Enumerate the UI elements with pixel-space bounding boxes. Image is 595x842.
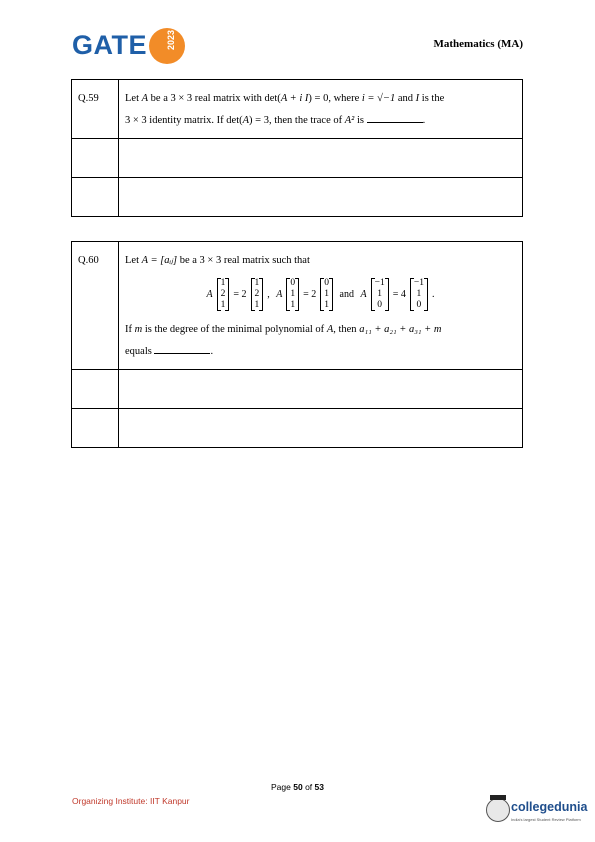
question-60-table bbox=[71, 241, 523, 448]
empty-cell bbox=[72, 139, 119, 178]
vector: −1 1 0 bbox=[371, 278, 389, 311]
question-text: Let A = [aᵢⱼ] be a 3 × 3 real matrix such that A 1 2 1 = 2 1 2 1 , A 0 1 1 = 2 0 1 1 and A −1 1 0 = 4 −1 1 0 . If m is the degree of the minimal polynomial of A, then a₁₁ + a₂₁ + a₃₁ + m equals . bbox=[119, 242, 523, 370]
brand-name: collegedunia bbox=[511, 800, 588, 814]
answer-blank bbox=[367, 112, 423, 123]
vector: −1 1 0 bbox=[410, 278, 428, 311]
empty-cell bbox=[119, 370, 523, 409]
eigen-equations: A 1 2 1 = 2 1 2 1 , A 0 1 1 = 2 0 1 1 and A −1 1 0 = 4 −1 1 0 . bbox=[206, 278, 435, 310]
question-text: Let A be a 3 × 3 real matrix with det(A + i I) = 0, where i = √−1 and I is the 3 × 3 identity matrix. If det(A) = 3, then the trace of A² is . bbox=[119, 80, 523, 139]
empty-cell bbox=[119, 409, 523, 448]
question-59-table bbox=[71, 79, 523, 217]
gate-logo bbox=[72, 28, 182, 68]
vector: 1 2 1 bbox=[251, 278, 264, 311]
empty-cell bbox=[72, 409, 119, 448]
question-number: Q.60 bbox=[72, 242, 119, 370]
page-number: Page 50 of 53 bbox=[271, 782, 324, 792]
empty-cell bbox=[119, 139, 523, 178]
collegedunia-logo bbox=[486, 796, 586, 830]
brand-tagline: India's largest Student Review Platform bbox=[511, 817, 581, 822]
question-number: Q.59 bbox=[72, 80, 119, 139]
organizing-institute: Organizing Institute: IIT Kanpur bbox=[72, 796, 190, 806]
vector: 0 1 1 bbox=[320, 278, 333, 311]
subject-title: Mathematics (MA) bbox=[433, 38, 523, 50]
empty-cell bbox=[72, 370, 119, 409]
graduate-icon bbox=[486, 798, 510, 822]
empty-cell bbox=[119, 178, 523, 217]
vector: 1 2 1 bbox=[217, 278, 230, 311]
empty-cell bbox=[72, 178, 119, 217]
logo-year-badge bbox=[149, 28, 185, 64]
vector: 0 1 1 bbox=[286, 278, 299, 311]
logo-text: GATE bbox=[72, 30, 147, 60]
answer-blank bbox=[154, 343, 210, 354]
logo-year: 2023 bbox=[166, 29, 176, 51]
